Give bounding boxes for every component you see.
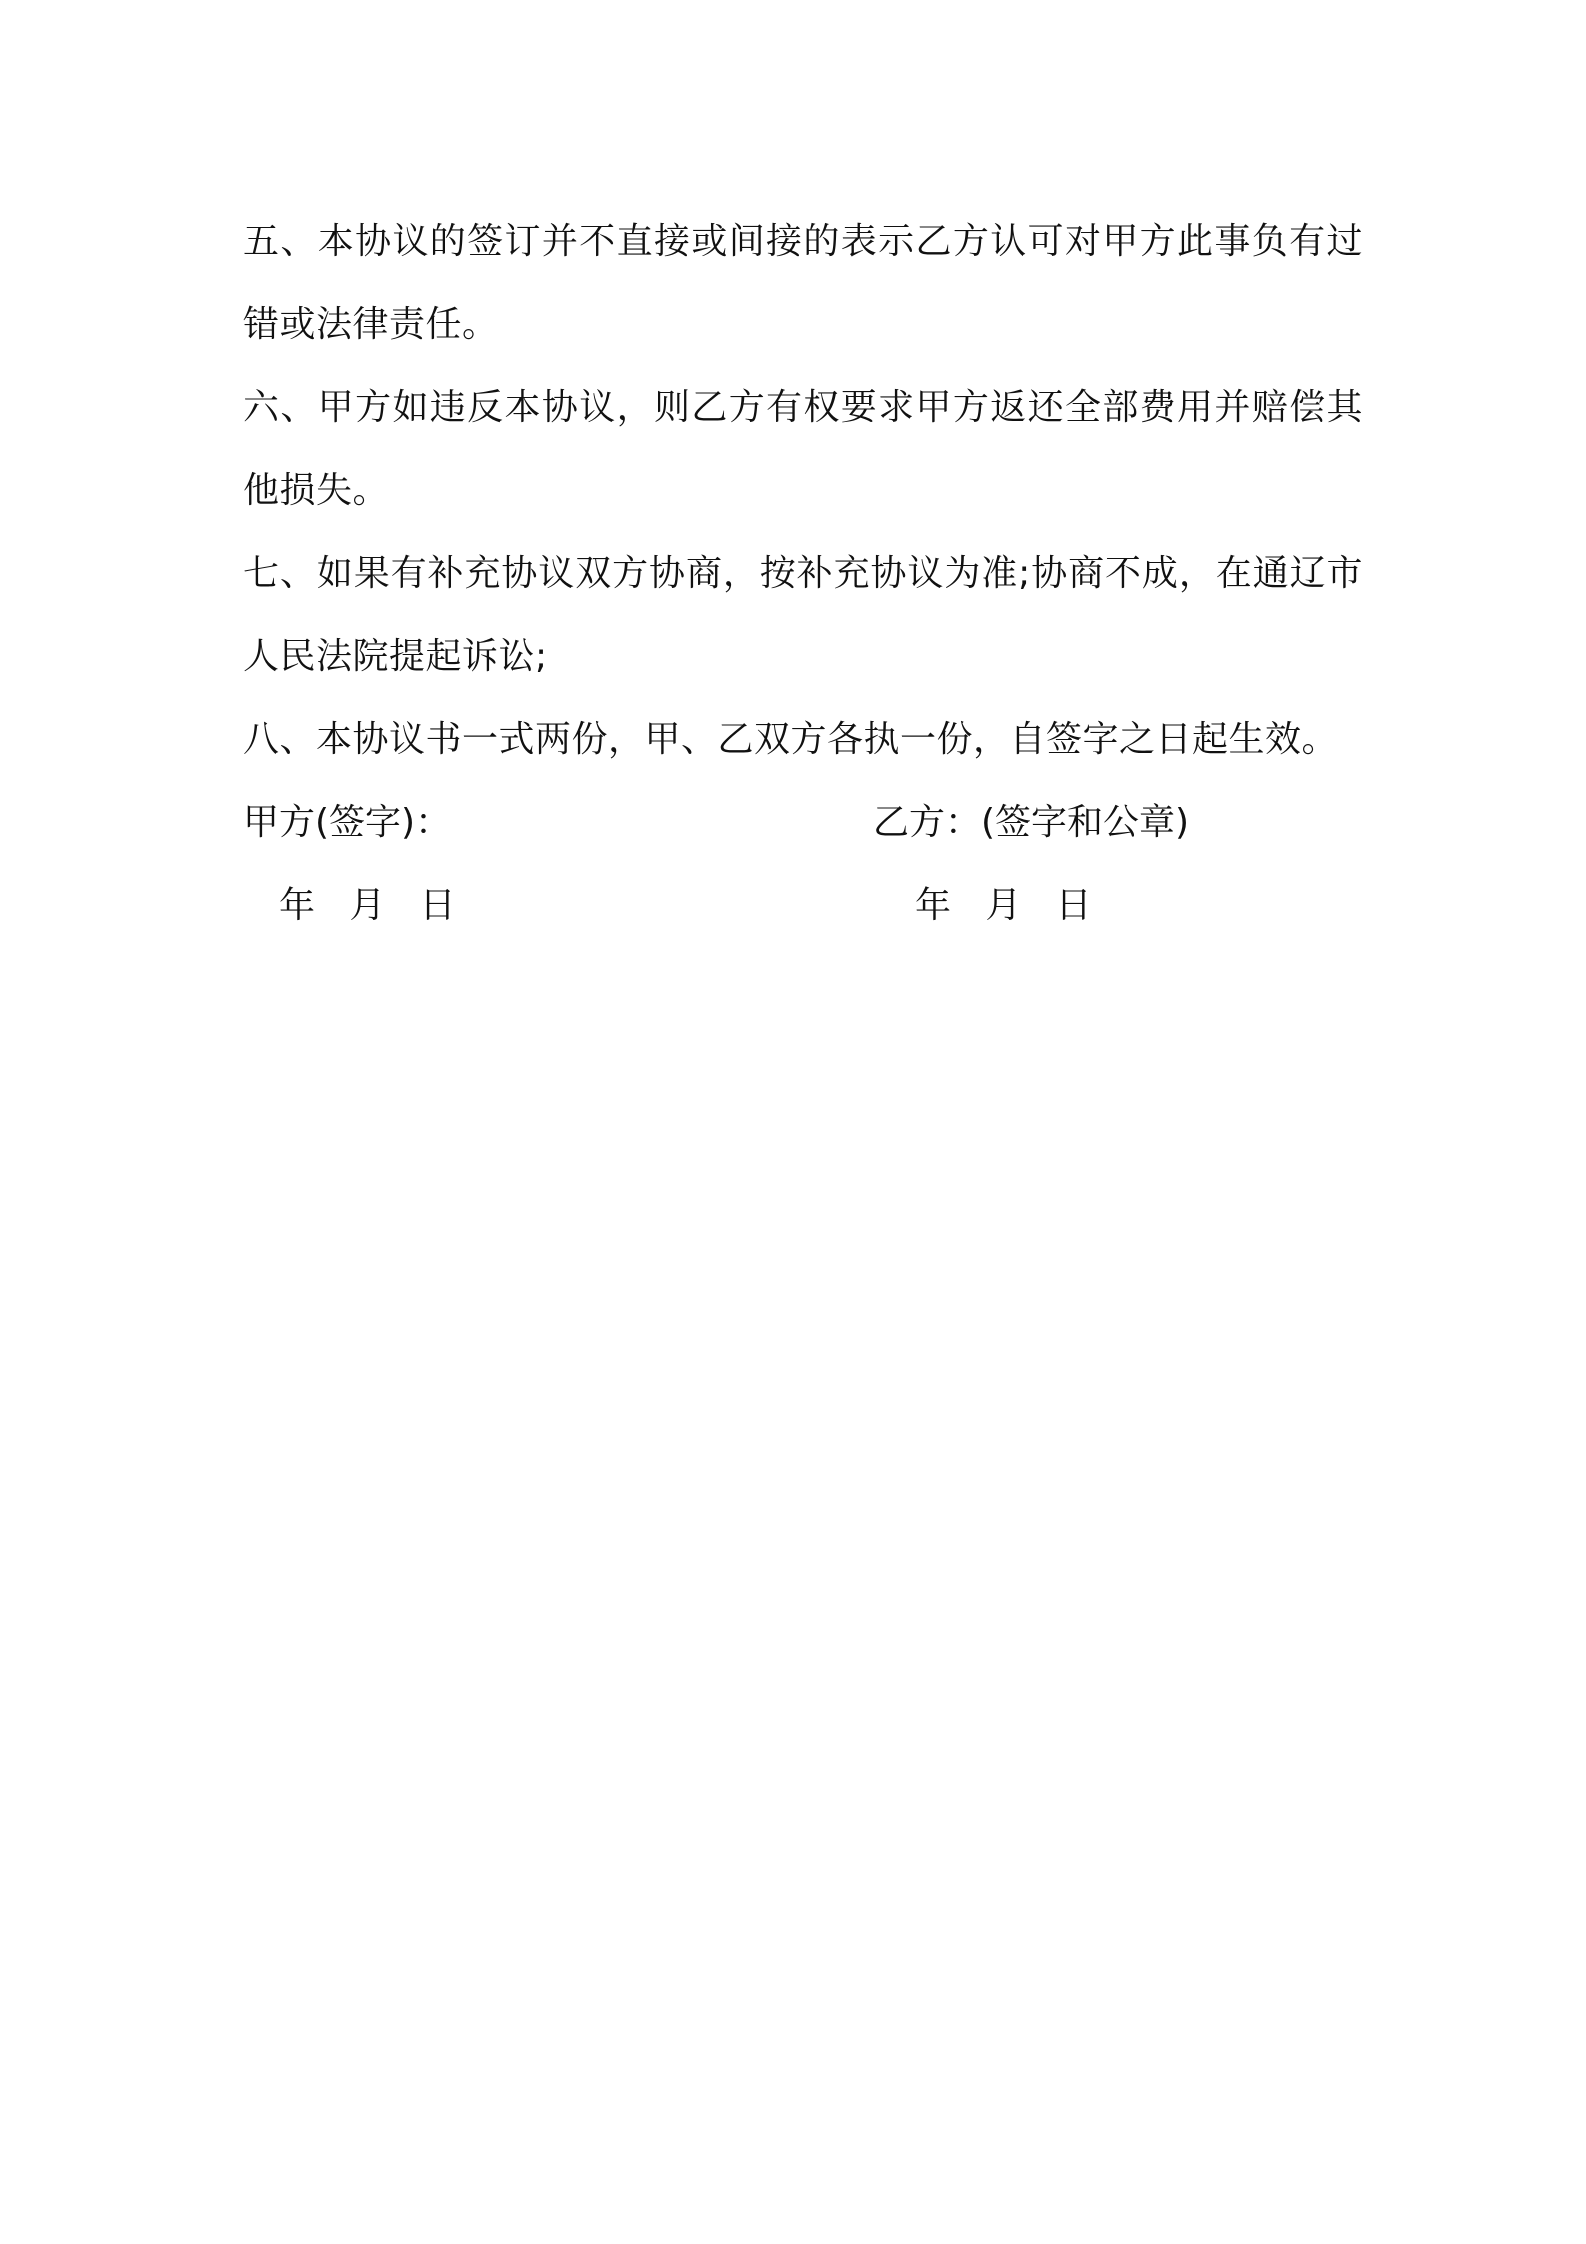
clause-7: 七、如果有补充协议双方协商，按补充协议为准;协商不成，在通辽市人民法院提起诉讼;	[243, 553, 1363, 677]
party-a-signature-label: 甲方(签字)：	[243, 802, 452, 843]
clause-6: 六、甲方如违反本协议，则乙方有权要求甲方返还全部费用并赔偿其他损失。	[243, 387, 1363, 511]
signature-row	[243, 781, 1363, 864]
party-a-date: 年 月 日	[279, 885, 456, 926]
clause-5: 五、本协议的签订并不直接或间接的表示乙方认可对甲方此事负有过错或法律责任。	[243, 221, 1363, 345]
party-b-signature-label: 乙方：(签字和公章)	[873, 802, 1190, 843]
agreement-body	[243, 200, 1363, 947]
date-row	[243, 864, 1363, 947]
clause-8: 八、本协议书一式两份，甲、乙双方各执一份，自签字之日起生效。	[243, 719, 1339, 760]
party-b-date: 年 月 日	[915, 885, 1092, 926]
